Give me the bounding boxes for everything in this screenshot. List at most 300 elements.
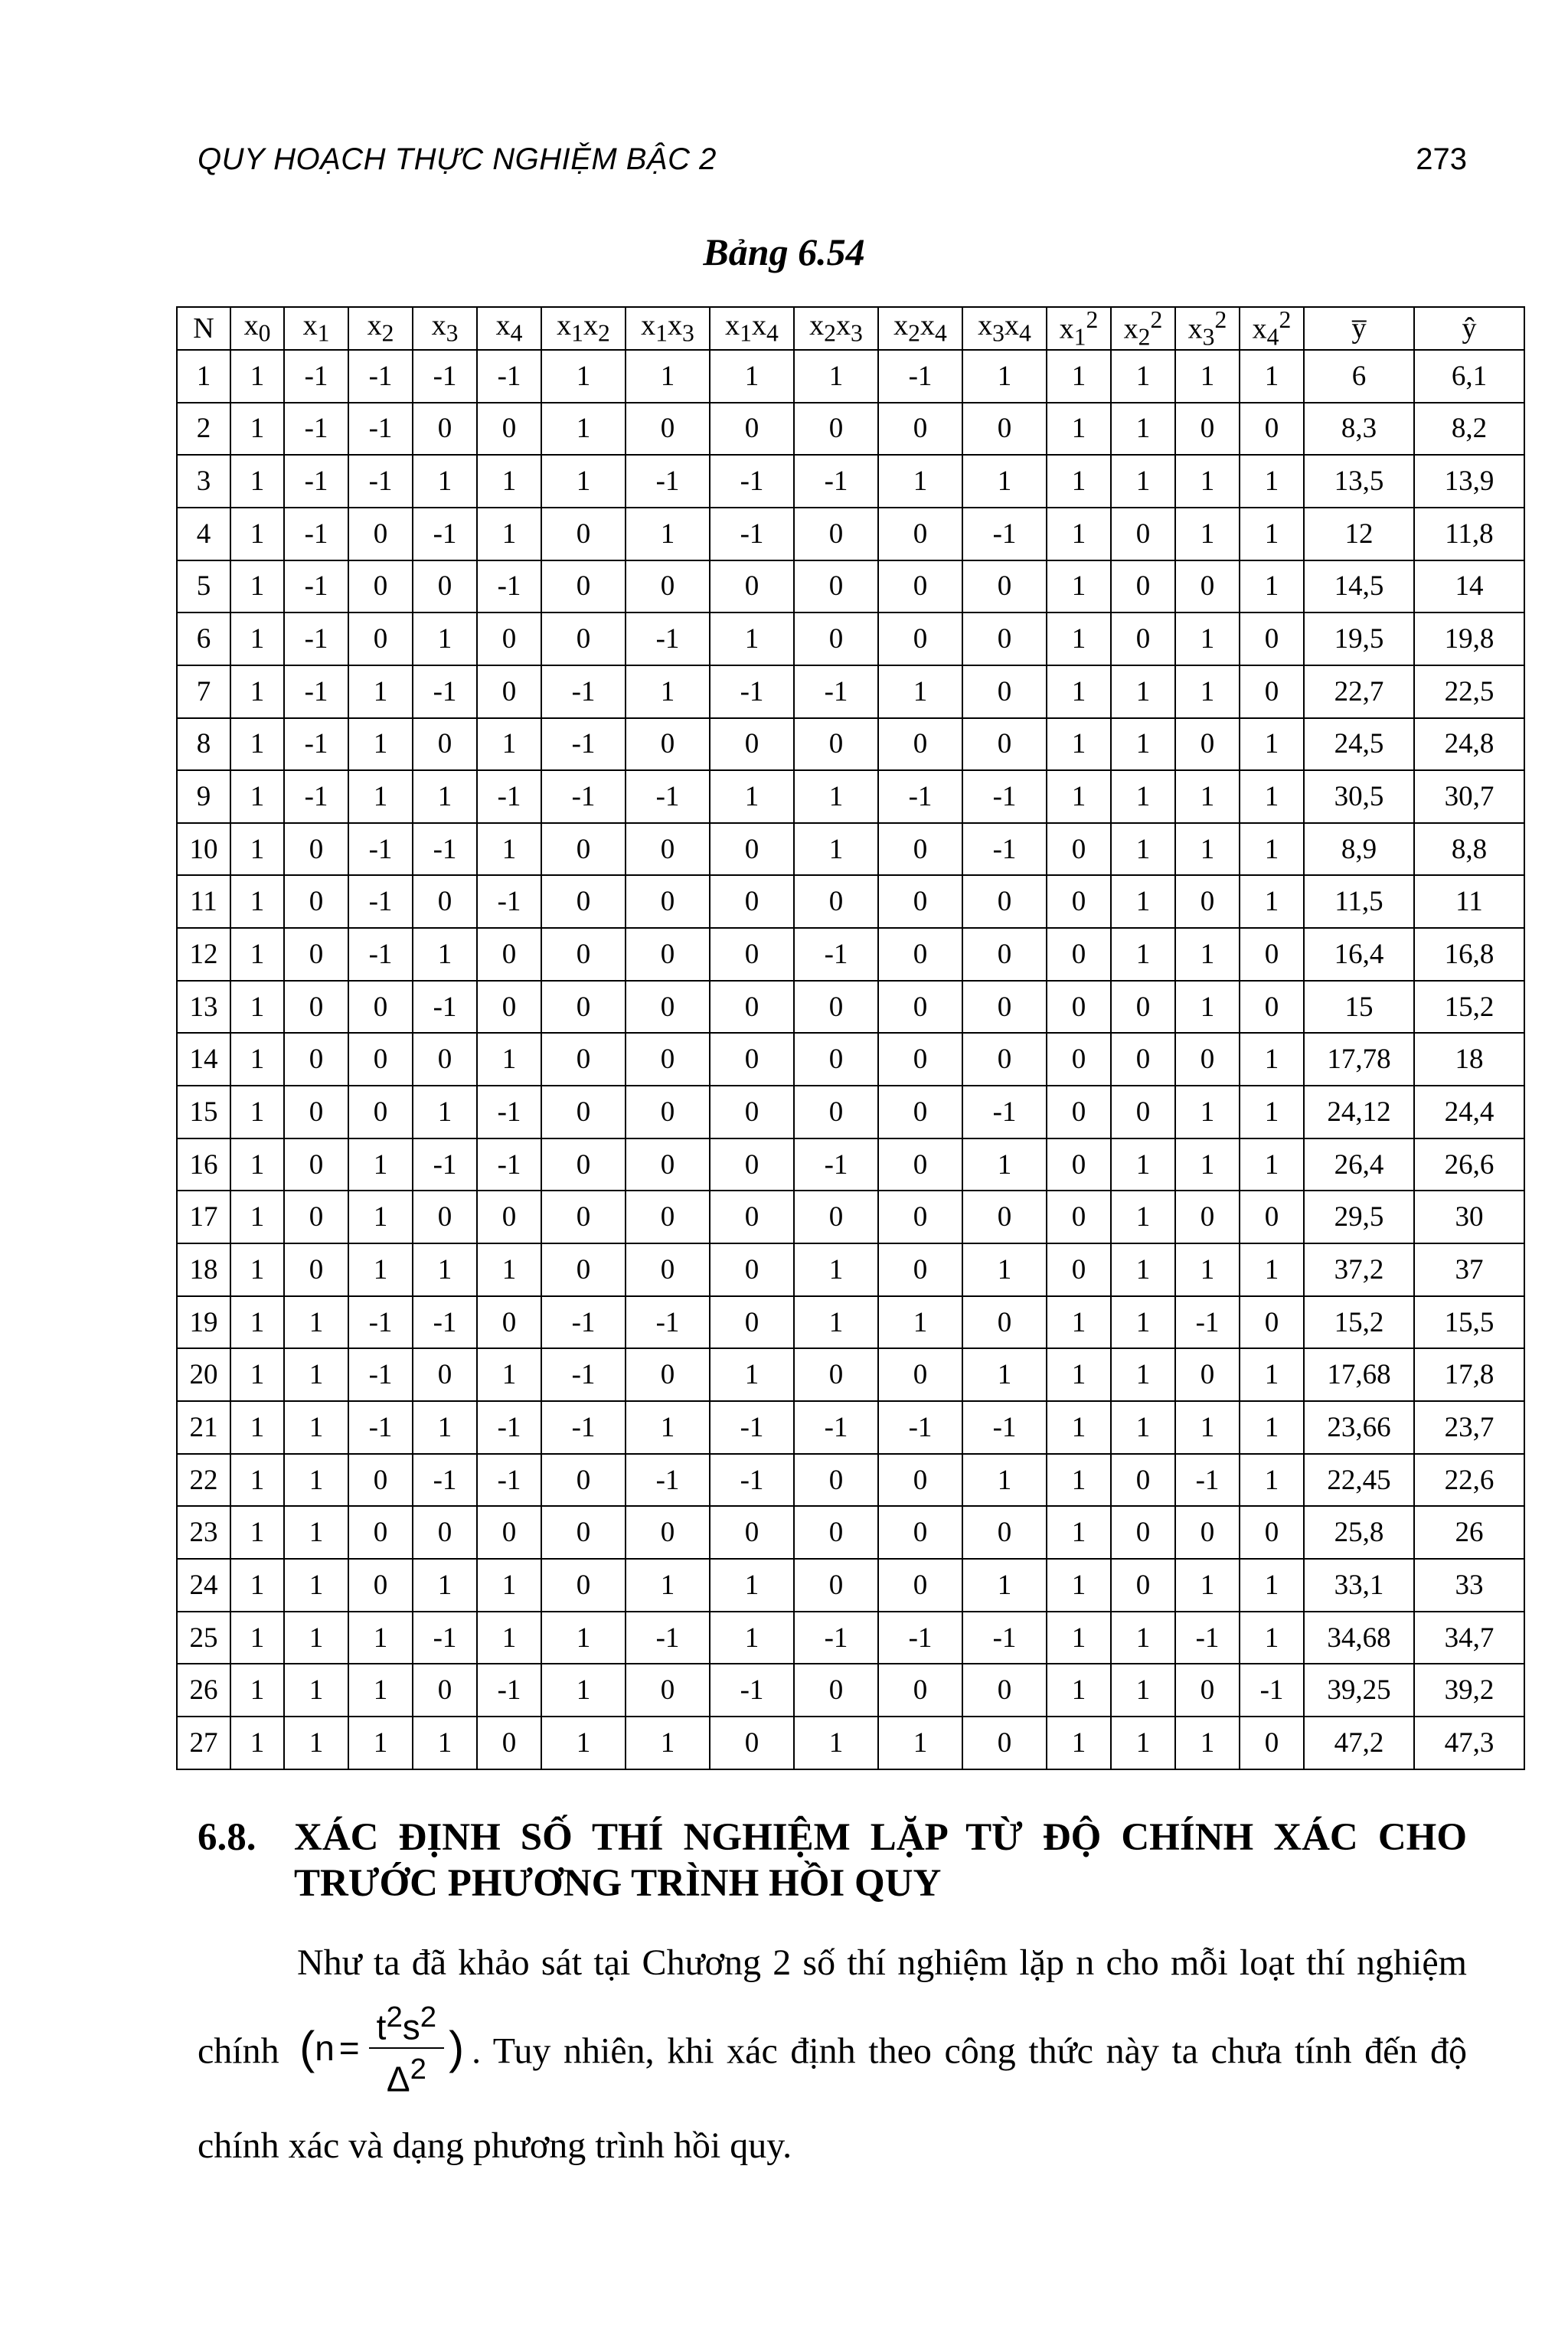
table-cell: 0: [1047, 1138, 1111, 1191]
table-cell: -1: [413, 665, 477, 718]
column-header: y̅: [1304, 307, 1414, 350]
table-cell: 0: [1175, 1191, 1240, 1243]
table-cell: 0: [1240, 403, 1304, 456]
table-cell: 17,68: [1304, 1348, 1414, 1401]
table-cell: 0: [710, 1243, 794, 1296]
table-cell: 1: [1240, 1033, 1304, 1086]
table-cell: 0: [477, 1717, 541, 1769]
table-cell: 1: [1047, 455, 1111, 508]
table-cell: 0: [1111, 1559, 1175, 1612]
table-cell: 1: [1111, 1191, 1175, 1243]
section-number: 6.8.: [198, 1816, 256, 1859]
table-cell: 0: [794, 1191, 878, 1243]
table-cell: 0: [878, 1454, 962, 1507]
table-row: [177, 1664, 1524, 1717]
table-caption: Bảng 6.54: [703, 230, 865, 273]
table-cell: 1: [1111, 403, 1175, 456]
table-cell: 12: [1304, 508, 1414, 560]
formula-t-exp: 2: [386, 2001, 403, 2034]
table-cell: -1: [348, 1296, 413, 1349]
table-cell: 16: [177, 1138, 230, 1191]
table-cell: 0: [626, 1138, 710, 1191]
table-cell: 0: [878, 1086, 962, 1138]
table-cell: 0: [1047, 981, 1111, 1034]
table-cell: 8,8: [1414, 823, 1524, 876]
table-cell: 22,45: [1304, 1454, 1414, 1507]
paragraph-text-2: . Tuy nhiên, khi xác định theo công thức này ta chưa tính đến độ chính xác và dạng phương trình hồi quy.: [198, 2030, 1467, 2166]
table-cell: 0: [413, 875, 477, 928]
table-cell: 1: [413, 770, 477, 823]
table-cell: 0: [541, 508, 626, 560]
table-cell: 27: [177, 1717, 230, 1769]
table-cell: 1: [794, 1717, 878, 1769]
table-cell: 0: [477, 928, 541, 981]
table-cell: 1: [230, 612, 284, 665]
table-cell: 1: [1175, 1243, 1240, 1296]
table-cell: -1: [794, 1138, 878, 1191]
table-cell: 1: [962, 350, 1047, 403]
table-cell: -1: [794, 1401, 878, 1454]
table-cell: 0: [710, 1506, 794, 1559]
table-cell: 0: [413, 1191, 477, 1243]
formula-s: s: [402, 2007, 420, 2047]
table-cell: 0: [878, 612, 962, 665]
table-cell: 0: [794, 403, 878, 456]
table-cell: 1: [1047, 403, 1111, 456]
table-cell: 1: [794, 770, 878, 823]
body-paragraph: [198, 1922, 1467, 2187]
table-cell: -1: [284, 455, 348, 508]
table-cell: 1: [1240, 350, 1304, 403]
table-cell: 1: [230, 823, 284, 876]
table-cell: 0: [878, 1506, 962, 1559]
table-cell: 8,3: [1304, 403, 1414, 456]
table-row: [177, 350, 1524, 403]
table-cell: 4: [177, 508, 230, 560]
table-cell: 0: [1240, 928, 1304, 981]
table-cell: 39,25: [1304, 1664, 1414, 1717]
table-cell: 0: [284, 1086, 348, 1138]
table-cell: 0: [541, 612, 626, 665]
table-cell: 0: [1111, 560, 1175, 613]
table-cell: 0: [477, 1191, 541, 1243]
table-cell: 0: [962, 1296, 1047, 1349]
table-cell: -1: [710, 455, 794, 508]
table-cell: 0: [541, 875, 626, 928]
table-cell: -1: [348, 1348, 413, 1401]
table-cell: 1: [230, 508, 284, 560]
table-cell: 1: [1240, 1559, 1304, 1612]
table-cell: 0: [348, 508, 413, 560]
table-cell: 0: [284, 1033, 348, 1086]
table-cell: 1: [230, 875, 284, 928]
section-title: XÁC ĐỊNH SỐ THÍ NGHIỆM LẶP TỪ ĐỘ CHÍNH XÁC CHO TRƯỚC PHƯƠNG TRÌNH HỒI QUY: [294, 1816, 1467, 1905]
table-cell: -1: [626, 455, 710, 508]
table-cell: -1: [284, 612, 348, 665]
table-row: [177, 1506, 1524, 1559]
table-row: [177, 1612, 1524, 1664]
table-cell: 1: [541, 1717, 626, 1769]
table-cell: 13,9: [1414, 455, 1524, 508]
table-cell: 0: [1175, 1348, 1240, 1401]
table-cell: 0: [710, 1138, 794, 1191]
table-cell: 0: [794, 508, 878, 560]
table-cell: 1: [284, 1664, 348, 1717]
table-cell: 0: [878, 1664, 962, 1717]
column-header: $x_1^2$: [1047, 307, 1111, 350]
table-row: [177, 718, 1524, 771]
table-cell: -1: [541, 1348, 626, 1401]
table-cell: 13: [177, 981, 230, 1034]
table-cell: -1: [348, 823, 413, 876]
table-cell: 0: [1047, 928, 1111, 981]
formula-delta-exp: 2: [410, 2053, 426, 2086]
table-cell: 0: [626, 1086, 710, 1138]
table-cell: 1: [230, 1138, 284, 1191]
table-cell: 20: [177, 1348, 230, 1401]
table-cell: 0: [878, 1033, 962, 1086]
table-cell: -1: [794, 455, 878, 508]
column-header: $x_2$: [348, 307, 413, 350]
sample-size-formula: [299, 1998, 464, 2099]
table-cell: 0: [284, 1138, 348, 1191]
table-cell: 1: [710, 1348, 794, 1401]
table-row: [177, 612, 1524, 665]
table-cell: 0: [1240, 1296, 1304, 1349]
table-cell: 33: [1414, 1559, 1524, 1612]
table-cell: 0: [1240, 1506, 1304, 1559]
table-cell: 1: [1175, 1717, 1240, 1769]
table-row: [177, 403, 1524, 456]
table-cell: 0: [794, 875, 878, 928]
table-cell: 1: [348, 1664, 413, 1717]
table-cell: 0: [284, 875, 348, 928]
table-cell: 0: [1047, 1086, 1111, 1138]
formula-lhs: n: [315, 2028, 335, 2069]
table-cell: 1: [794, 1296, 878, 1349]
table-row: [177, 1559, 1524, 1612]
table-cell: 0: [541, 1454, 626, 1507]
table-cell: 1: [710, 1612, 794, 1664]
table-cell: 0: [794, 1086, 878, 1138]
table-row: [177, 1138, 1524, 1191]
table-cell: 1: [1111, 1138, 1175, 1191]
table-cell: 1: [1111, 665, 1175, 718]
table-row: [177, 508, 1524, 560]
table-cell: 0: [626, 1191, 710, 1243]
table-cell: -1: [477, 1138, 541, 1191]
table-cell: 0: [541, 1086, 626, 1138]
table-cell: 6: [177, 612, 230, 665]
table-cell: 1: [1240, 718, 1304, 771]
table-cell: -1: [413, 1296, 477, 1349]
table-cell: 0: [1047, 1033, 1111, 1086]
table-row: [177, 875, 1524, 928]
table-cell: 0: [1111, 1033, 1175, 1086]
table-cell: 22,5: [1414, 665, 1524, 718]
table-cell: 1: [477, 1559, 541, 1612]
table-cell: 0: [710, 1033, 794, 1086]
table-cell: 0: [878, 1243, 962, 1296]
table-cell: 0: [710, 1086, 794, 1138]
table-cell: 34,68: [1304, 1612, 1414, 1664]
table-cell: 0: [413, 718, 477, 771]
table-cell: 1: [878, 1296, 962, 1349]
table-cell: 0: [477, 612, 541, 665]
table-cell: -1: [710, 508, 794, 560]
table-cell: 1: [230, 1348, 284, 1401]
table-cell: 1: [230, 1086, 284, 1138]
table-cell: -1: [962, 823, 1047, 876]
table-cell: 0: [541, 981, 626, 1034]
table-cell: 0: [1175, 1033, 1240, 1086]
table-cell: 17,78: [1304, 1033, 1414, 1086]
table-cell: 1: [348, 718, 413, 771]
table-row: [177, 928, 1524, 981]
column-header: $x_2x_4$: [878, 307, 962, 350]
table-cell: -1: [477, 1401, 541, 1454]
table-cell: 2: [177, 403, 230, 456]
table-cell: -1: [284, 718, 348, 771]
table-cell: 47,3: [1414, 1717, 1524, 1769]
table-cell: 1: [794, 350, 878, 403]
table-cell: -1: [541, 770, 626, 823]
table-cell: 0: [962, 1033, 1047, 1086]
table-cell: 1: [710, 612, 794, 665]
table-body: [177, 350, 1524, 1769]
table-cell: 24,12: [1304, 1086, 1414, 1138]
column-header: $x_1$: [284, 307, 348, 350]
table-cell: 0: [413, 560, 477, 613]
table-cell: 0: [710, 823, 794, 876]
table-cell: 0: [794, 718, 878, 771]
table-cell: 1: [962, 455, 1047, 508]
column-header: $x_3x_4$: [962, 307, 1047, 350]
table-cell: 1: [413, 1717, 477, 1769]
table-cell: 0: [626, 1243, 710, 1296]
table-cell: 0: [348, 1559, 413, 1612]
table-cell: 1: [413, 928, 477, 981]
table-cell: -1: [962, 1086, 1047, 1138]
table-cell: -1: [878, 1401, 962, 1454]
table-cell: 30,5: [1304, 770, 1414, 823]
table-cell: 1: [230, 1243, 284, 1296]
table-cell: 0: [794, 1506, 878, 1559]
table-cell: 0: [1240, 665, 1304, 718]
paragraph-text-1: Như ta đã khảo sát tại Chương 2 số thí nghiệm lặp n cho mỗi loạt thí nghiệm chính: [198, 1942, 1467, 2072]
table-cell: 0: [1111, 1086, 1175, 1138]
column-header: $x_3^2$: [1175, 307, 1240, 350]
table-cell: 1: [348, 1243, 413, 1296]
running-title: QUY HOẠCH THỰC NGHIỆM BẬC 2: [198, 142, 717, 176]
column-header: $x_2x_3$: [794, 307, 878, 350]
table-cell: 0: [1111, 1506, 1175, 1559]
table-cell: -1: [626, 1454, 710, 1507]
table-cell: 0: [962, 1717, 1047, 1769]
column-header: $x_4$: [477, 307, 541, 350]
table-cell: 1: [477, 823, 541, 876]
table-cell: 1: [1047, 665, 1111, 718]
table-cell: 1: [710, 350, 794, 403]
table-cell: -1: [477, 350, 541, 403]
column-header: $x_1x_4$: [710, 307, 794, 350]
table-cell: -1: [878, 350, 962, 403]
table-cell: 1: [1047, 1401, 1111, 1454]
formula-s-exp: 2: [420, 2001, 437, 2034]
table-cell: -1: [541, 718, 626, 771]
table-cell: 1: [541, 455, 626, 508]
table-cell: 17,8: [1414, 1348, 1524, 1401]
data-table: [176, 306, 1525, 1770]
table-cell: 1: [413, 1559, 477, 1612]
table-cell: 0: [878, 928, 962, 981]
table-row: [177, 1296, 1524, 1349]
formula-fraction: [369, 1998, 444, 2099]
table-cell: 1: [1111, 1348, 1175, 1401]
table-cell: 1: [348, 770, 413, 823]
table-cell: 0: [1240, 981, 1304, 1034]
table-cell: 0: [284, 981, 348, 1034]
column-header: $x_3$: [413, 307, 477, 350]
table-cell: 26: [1414, 1506, 1524, 1559]
table-cell: -1: [284, 665, 348, 718]
table-cell: 1: [1175, 455, 1240, 508]
table-cell: 0: [626, 928, 710, 981]
table-cell: 0: [541, 1559, 626, 1612]
table-cell: 1: [878, 665, 962, 718]
table-cell: 1: [962, 1559, 1047, 1612]
table-cell: 1: [230, 665, 284, 718]
table-cell: 1: [230, 455, 284, 508]
table-row: [177, 770, 1524, 823]
table-cell: 0: [962, 875, 1047, 928]
table-cell: 1: [1111, 928, 1175, 981]
table-cell: 22,6: [1414, 1454, 1524, 1507]
table-cell: 30,7: [1414, 770, 1524, 823]
table-cell: 1: [230, 560, 284, 613]
table-cell: 1: [284, 1454, 348, 1507]
table-cell: 1: [1240, 1348, 1304, 1401]
table-cell: 1: [477, 455, 541, 508]
table-cell: 1: [284, 1401, 348, 1454]
formula-t: t: [376, 2007, 387, 2047]
table-cell: 0: [962, 612, 1047, 665]
table-cell: 15: [177, 1086, 230, 1138]
table-cell: 1: [1111, 455, 1175, 508]
table-cell: 1: [1047, 1296, 1111, 1349]
table-cell: 0: [878, 718, 962, 771]
column-header: $x_0$: [230, 307, 284, 350]
table-cell: 0: [626, 1664, 710, 1717]
table-cell: 1: [878, 1717, 962, 1769]
table-cell: 0: [626, 875, 710, 928]
table-cell: 1: [230, 1506, 284, 1559]
section-heading: [198, 1815, 1467, 1906]
table-cell: 1: [1175, 928, 1240, 981]
table-cell: 1: [1111, 875, 1175, 928]
table-cell: 0: [284, 928, 348, 981]
table-cell: 0: [1111, 981, 1175, 1034]
table-cell: -1: [541, 1401, 626, 1454]
table-cell: 0: [477, 981, 541, 1034]
table-cell: 15,2: [1304, 1296, 1414, 1349]
table-cell: 0: [878, 1191, 962, 1243]
table-cell: 1: [348, 665, 413, 718]
table-cell: 1: [284, 1612, 348, 1664]
table-cell: 0: [1240, 612, 1304, 665]
table-cell: 16,8: [1414, 928, 1524, 981]
table-cell: 0: [1240, 1717, 1304, 1769]
table-cell: 1: [1111, 823, 1175, 876]
table-cell: 1: [626, 1717, 710, 1769]
table-cell: 0: [794, 612, 878, 665]
table-cell: 1: [1047, 1506, 1111, 1559]
table-cell: -1: [413, 1454, 477, 1507]
table-cell: -1: [626, 1296, 710, 1349]
table-cell: -1: [284, 560, 348, 613]
table-cell: 1: [477, 1033, 541, 1086]
formula-open-paren: (: [299, 2022, 315, 2074]
table-cell: 1: [284, 1348, 348, 1401]
table-cell: 0: [794, 1454, 878, 1507]
table-cell: 1: [413, 1086, 477, 1138]
table-cell: -1: [710, 1664, 794, 1717]
table-cell: 0: [962, 560, 1047, 613]
table-row: [177, 665, 1524, 718]
table-cell: 1: [1240, 1612, 1304, 1664]
page-number: 273: [1416, 142, 1467, 176]
table-cell: 1: [1047, 718, 1111, 771]
table-cell: 1: [1111, 718, 1175, 771]
table-cell: 1: [1175, 770, 1240, 823]
table-cell: 0: [284, 1243, 348, 1296]
table-cell: 1: [284, 1717, 348, 1769]
table-cell: -1: [1175, 1296, 1240, 1349]
table-cell: 0: [413, 1033, 477, 1086]
table-cell: 0: [962, 403, 1047, 456]
table-cell: 0: [962, 1191, 1047, 1243]
table-cell: 1: [794, 823, 878, 876]
table-row: [177, 1086, 1524, 1138]
table-cell: -1: [794, 665, 878, 718]
table-cell: 1: [626, 350, 710, 403]
table-cell: 1: [1240, 1086, 1304, 1138]
table-cell: 1: [1047, 1612, 1111, 1664]
table-cell: 1: [1175, 1086, 1240, 1138]
table-cell: 15,5: [1414, 1296, 1524, 1349]
table-cell: 1: [1175, 1559, 1240, 1612]
table-cell: 1: [1047, 1559, 1111, 1612]
table-cell: 1: [1111, 1243, 1175, 1296]
table-cell: -1: [477, 770, 541, 823]
table-cell: 0: [1175, 560, 1240, 613]
table-cell: 0: [1047, 1191, 1111, 1243]
table-cell: 15: [1304, 981, 1414, 1034]
table-cell: 0: [710, 403, 794, 456]
table-cell: 1: [1240, 1243, 1304, 1296]
table-cell: 30: [1414, 1191, 1524, 1243]
table-cell: -1: [284, 508, 348, 560]
table-cell: 1: [1111, 1664, 1175, 1717]
table-cell: -1: [794, 1612, 878, 1664]
table-cell: 1: [348, 1717, 413, 1769]
table-cell: 0: [878, 875, 962, 928]
table-cell: 1: [477, 508, 541, 560]
table-cell: 0: [348, 1454, 413, 1507]
table-cell: 1: [348, 1612, 413, 1664]
table-cell: 19: [177, 1296, 230, 1349]
table-cell: 1: [1175, 1138, 1240, 1191]
